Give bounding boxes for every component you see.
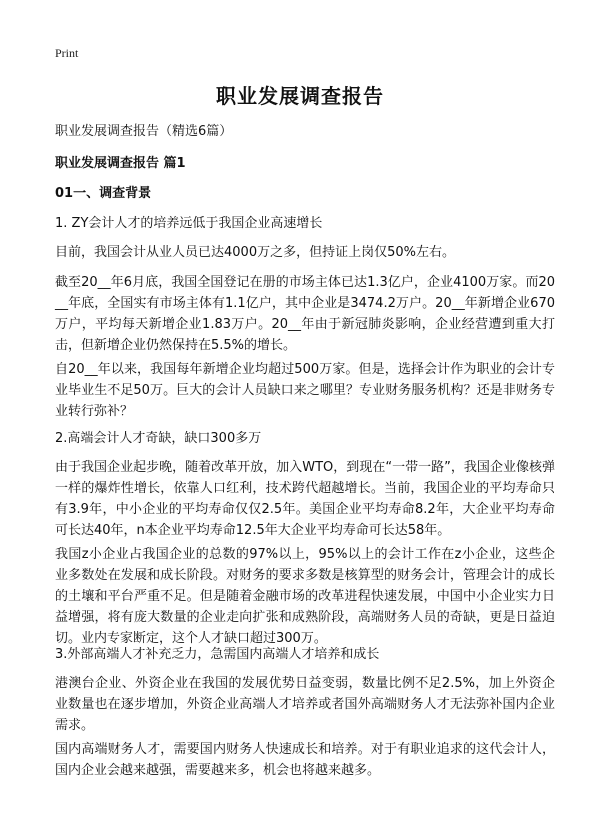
paragraph: 国内高端财务人才，需要国内财务人快速成长和培养。对于有职业追求的这代会计人，国内企业会越来越强，需要越来多，机会也将越来越多。 [55, 742, 555, 778]
paragraph: 自20__年以来，我国每年新增企业均超过500万家。但是，选择会计作为职业的会计专业毕业生不足50万。巨大的会计人员缺口来之哪里？专业财务服务机构？还是非财务专业转行弥补？ [55, 362, 555, 419]
section-heading: 01一、调查背景 [55, 186, 152, 201]
page-title: 职业发展调查报告 [216, 84, 384, 108]
section-2-heading: 2.高端会计人才奇缺，缺口300多万 [55, 431, 262, 446]
section-1-heading: 1. ZY会计人才的培养远低于我国企业高速增长 [55, 216, 323, 231]
paragraph: 由于我国企业起步晚，随着改革开放，加入WTO，到现在“一带一路”，我国企业像核弹一样的爆炸性增长，依靠人口红利，技术跨代超越增长。当前，我国企业的平均寿命只有3.9年，中小企业的平均寿命仅仅2.5年。美国企业平均寿命8.2年，大企业平均寿命可长达40年，n本企业平均寿命12.5年大企业平均寿命可长达58年。 [55, 460, 555, 538]
paragraph: 港澳台企业、外资企业在我国的发展优势日益变弱，数量比例不足2.5%，加上外资企业数量也在逐步增加，外资企业高端人才培养或者国外高端财务人才无法弥补国内企业需求。 [55, 676, 555, 733]
print-label: Print [55, 46, 79, 60]
chapter-heading: 职业发展调查报告 篇1 [55, 156, 186, 171]
paragraph: 截至20__年6月底，我国全国登记在册的市场主体已达1.3亿户，企业4100万家。而20__年底，全国实有市场主体有1.1亿户，其中企业是3474.2万户。20__年新增企业670万户，平均每天新增企业1.83万户。20__年由于新冠肺炎影响，企业经营遭到重大打击，但新增企业仍然保持在5.5%的增长。 [55, 275, 555, 353]
paragraph: 目前，我国会计从业人员已达4000万之多，但持证上岗仅50%左右。 [55, 245, 455, 260]
section-3-heading: 3.外部高端人才补充乏力，急需国内高端人才培养和成长 [55, 647, 380, 662]
document-subtitle: 职业发展调查报告（精选6篇） [55, 124, 233, 139]
paragraph: 我国z小企业占我国企业的总数的97%以上，95%以上的会计工作在z小企业，这些企业多数处在发展和成长阶段。对财务的要求多数是核算型的财务会计，管理会计的成长的土壤和平台严重不足。但是随着金融市场的改革进程快速发展，中国中小企业实力日益增强，将有庞大数量的企业走向扩张和成熟阶段，高端财务人员的奇缺，更是日益迫切。业内专家断定，这个人才缺口超过300万。 [55, 547, 555, 646]
